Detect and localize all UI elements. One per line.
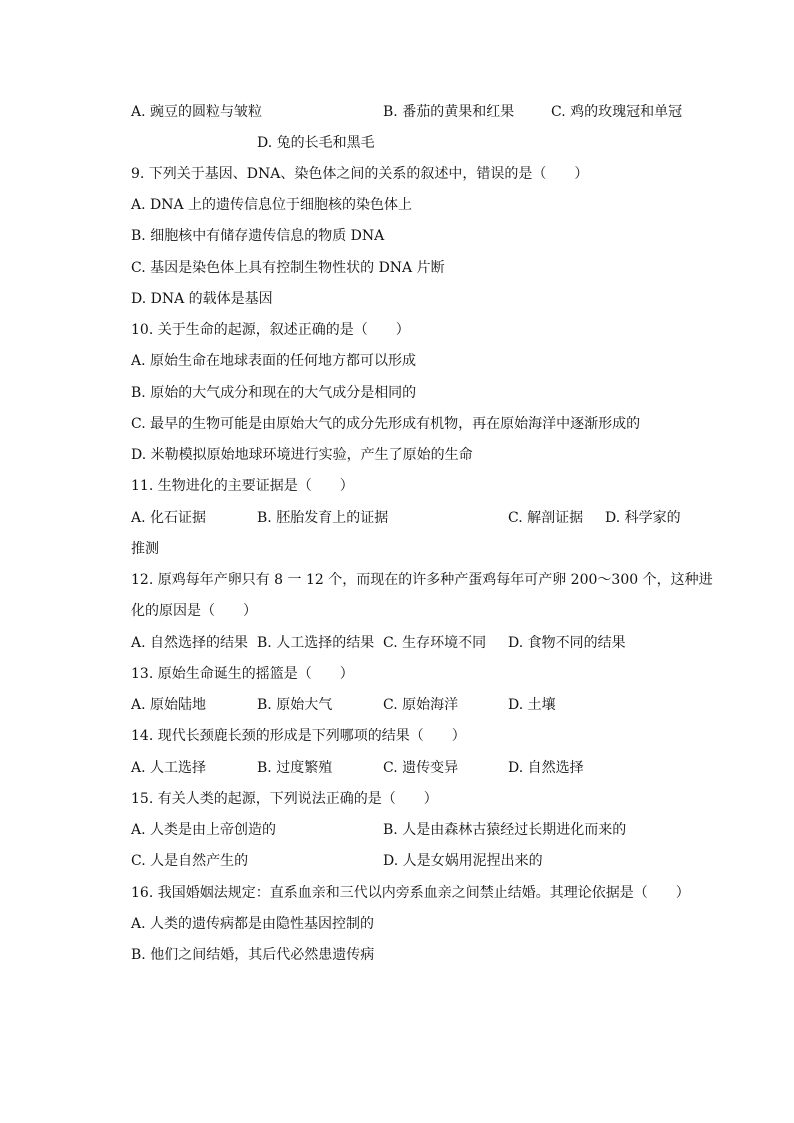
q12-stem-line-1: 12. 原鸡每年产卵只有 8 一 12 个，而现在的许多种产蛋鸡每年可产卵 200～300 个，这种进 <box>131 572 713 588</box>
q11-stem: 11. 生物进化的主要证据是（ ） <box>131 478 354 494</box>
q12-option-b: B. 人工选择的结果 <box>257 635 375 651</box>
q8-options-row-2 <box>131 132 706 154</box>
q13-options-row <box>131 694 706 716</box>
q12-options-row <box>131 632 706 654</box>
q14-option-a: A. 人工选择 <box>131 760 207 776</box>
q15-stem: 15. 有关人类的起源，下列说法正确的是（ ） <box>131 791 438 807</box>
q10-option-c: C. 最早的生物可能是由原始大气的成分先形成有机物，再在原始海洋中逐渐形成的 <box>131 416 641 432</box>
q11-options-row <box>131 507 706 529</box>
q13-option-b: B. 原始大气 <box>257 697 333 713</box>
q14-option-d: D. 自然选择 <box>508 760 584 776</box>
q14-stem: 14. 现代长颈鹿长颈的形成是下列哪项的结果（ ） <box>131 728 466 744</box>
q10-stem: 10. 关于生命的起源，叙述正确的是（ ） <box>131 322 410 338</box>
q11-option-d-continuation: 推测 <box>131 541 159 557</box>
q9-option-c: C. 基因是染色体上具有控制生物性状的 DNA 片断 <box>131 260 445 276</box>
q13-option-d: D. 土壤 <box>508 697 556 713</box>
q15-option-b: B. 人是由森林古猿经过长期进化而来的 <box>383 822 627 838</box>
q16-option-a: A. 人类的遗传病都是由隐性基因控制的 <box>131 916 375 932</box>
q10-option-d: D. 米勒模拟原始地球环境进行实验，产生了原始的生命 <box>131 447 473 463</box>
q8-options-row-1 <box>131 101 706 123</box>
q13-stem: 13. 原始生命诞生的摇篮是（ ） <box>131 666 354 682</box>
q15-options-row-2 <box>131 850 706 872</box>
q12-option-a: A. 自然选择的结果 <box>131 635 249 651</box>
q14-option-b: B. 过度繁殖 <box>257 760 333 776</box>
q16-option-b: B. 他们之间结婚，其后代必然患遗传病 <box>131 947 375 963</box>
q9-option-d: D. DNA 的载体是基因 <box>131 291 273 307</box>
q8-option-c: C. 鸡的玫瑰冠和单冠 <box>551 104 683 120</box>
q11-option-c: C. 解剖证据 <box>508 510 584 526</box>
q10-option-b: B. 原始的大气成分和现在的大气成分是相同的 <box>131 385 417 401</box>
q12-option-c: C. 生存环境不同 <box>383 635 487 651</box>
q8-option-b: B. 番茄的黄果和红果 <box>383 104 515 120</box>
q12-stem-line-2: 化的原因是（ ） <box>131 603 257 619</box>
q9-stem: 9. 下列关于基因、DNA、染色体之间的关系的叙述中，错误的是（ ） <box>131 166 589 182</box>
q14-options-row <box>131 757 706 779</box>
q11-option-b: B. 胚胎发育上的证据 <box>257 510 389 526</box>
q10-option-a: A. 原始生命在地球表面的任何地方都可以形成 <box>131 353 417 369</box>
q16-stem: 16. 我国婚姻法规定：直系血亲和三代以内旁系血亲之间禁止结婚。其理论依据是（ ） <box>131 885 690 901</box>
q15-option-d: D. 人是女娲用泥捏出来的 <box>383 853 543 869</box>
q11-option-d: D. 科学家的 <box>605 510 681 526</box>
q12-option-d: D. 食物不同的结果 <box>508 635 626 651</box>
q15-options-row-1 <box>131 819 706 841</box>
q15-option-c: C. 人是自然产生的 <box>131 853 249 869</box>
q13-option-a: A. 原始陆地 <box>131 697 207 713</box>
q9-option-b: B. 细胞核中有储存遗传信息的物质 DNA <box>131 228 385 244</box>
q11-option-a: A. 化石证据 <box>131 510 207 526</box>
q8-option-d: D. 兔的长毛和黑毛 <box>257 135 375 151</box>
q9-option-a: A. DNA 上的遗传信息位于细胞核的染色体上 <box>131 197 413 213</box>
q15-option-a: A. 人类是由上帝创造的 <box>131 822 277 838</box>
q13-option-c: C. 原始海洋 <box>383 697 459 713</box>
q14-option-c: C. 遗传变异 <box>383 760 459 776</box>
q8-option-a: A. 豌豆的圆粒与皱粒 <box>131 104 263 120</box>
